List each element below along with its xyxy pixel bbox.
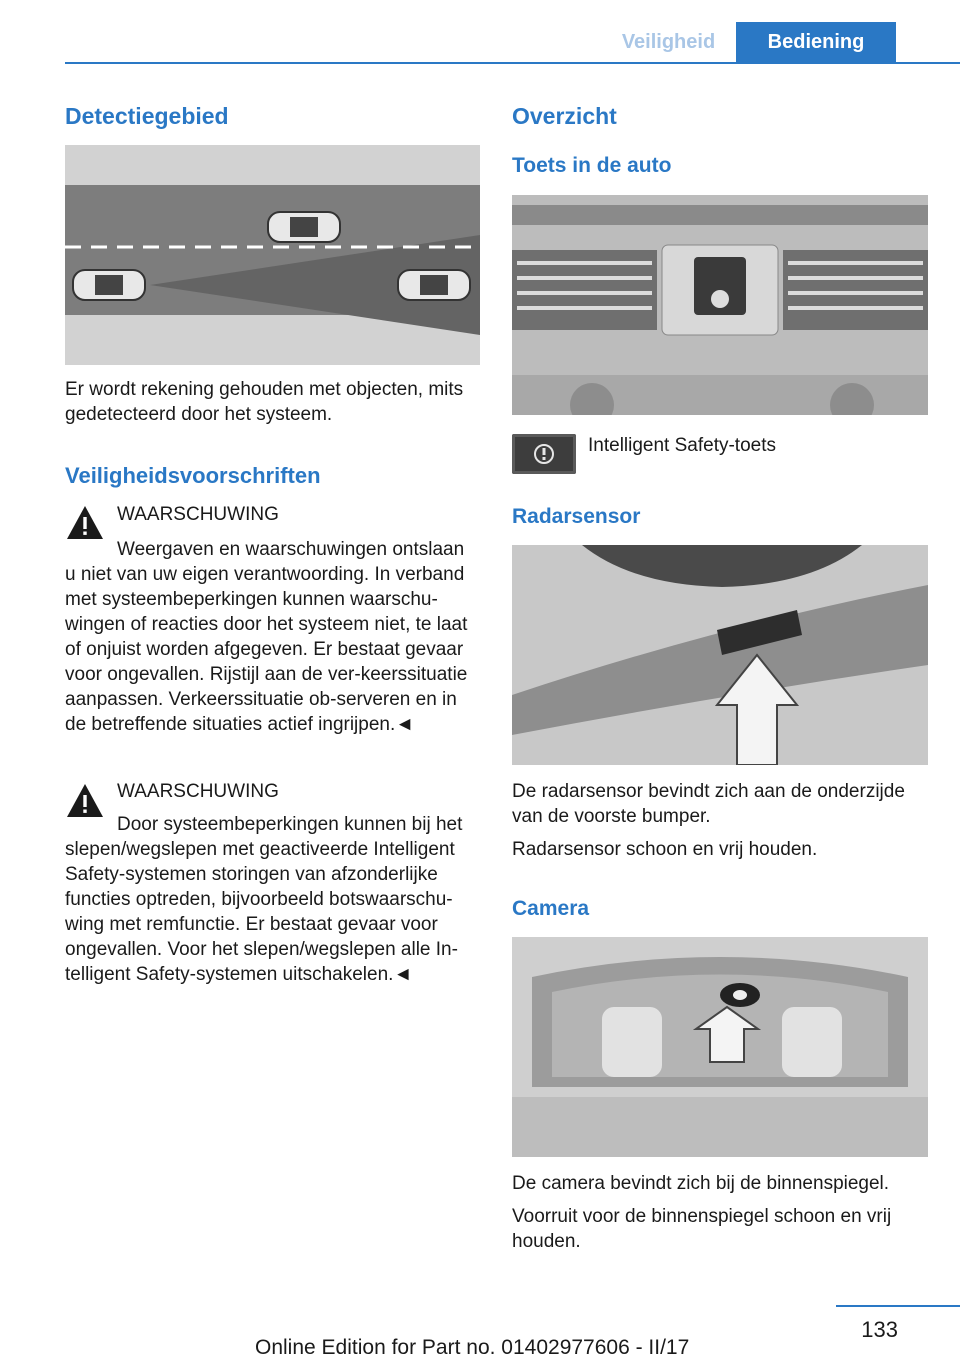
detection-area-illustration [65, 145, 480, 365]
footer-rule [836, 1305, 960, 1307]
overzicht-title: Overzicht [512, 103, 617, 129]
car-icon [268, 212, 340, 242]
page-number: 133 [861, 1317, 898, 1342]
warning1-label: WAARSCHUWING [117, 504, 279, 525]
warning2-text-first-line: Door systeembeperkingen kunnen bij het [117, 814, 463, 835]
radarsensor-title: Radarsensor [512, 505, 641, 528]
detectiegebied-title: Detectiegebied [65, 103, 229, 129]
radar-text2: Radarsensor schoon en vrij houden. [512, 839, 818, 860]
warning2-text: slepen/wegslepen met geactiveerde Intelligent Safety-systemen storingen van afzonderlijke functies optreden, bijvoorbeeld botswaarschu-wing met remfunctie. Er bestaat gevaar voor ongevallen. Voor het slepen/wegslepen alle In-telligent Safety-systemen uitschakelen.◄ [65, 839, 458, 985]
intelligent-safety-button-icon [512, 434, 576, 474]
safety-button-caption: Intelligent Safety-toets [588, 435, 776, 456]
warning-triangle-icon [65, 781, 105, 821]
voorschriften-title: Veiligheidsvoorschriften [65, 463, 321, 488]
camera-text1: De camera bevindt zich bij de binnenspiegel. [512, 1173, 890, 1194]
radar-sensor-photo [512, 545, 928, 765]
warning1-text-first-line: Weergaven en waarschuwingen ontslaan [117, 539, 465, 560]
warning1-text: u niet van uw eigen verantwoording. In verband met systeembeperkingen kunnen waarschu-wingen of reacties door het systeem niet, te laat of onjuist worden afgegeven. Er bestaat gevaar voor ongevallen. Rijstijl aan de ver-keerssituatie aanpassen. Verkeerssituatie ob-serveren en in de betreffende situaties actief ingrijpen.◄ [65, 564, 468, 735]
radar-text1: De radarsensor bevindt zich aan de onderzijde van de voorste bumper. [512, 781, 905, 827]
tab-bediening[interactable]: Bediening [736, 22, 896, 62]
warning-triangle-icon [65, 503, 105, 543]
toets-title: Toets in de auto [512, 154, 672, 177]
dashboard-button-photo [512, 195, 928, 415]
detectie-text: Er wordt rekening gehouden met objecten, mits gedetecteerd door het systeem. [65, 379, 464, 425]
camera-location-photo [512, 937, 928, 1157]
header-bar [65, 22, 960, 64]
camera-text2: Voorruit voor de binnenspiegel schoon en vrij houden. [512, 1206, 892, 1252]
camera-title: Camera [512, 897, 590, 920]
warning2-label: WAARSCHUWING [117, 781, 279, 802]
tab-veiligheid[interactable]: Veiligheid [621, 31, 716, 53]
footer-edition: Online Edition for Part no. 01402977606 - II/17 [255, 1336, 690, 1359]
